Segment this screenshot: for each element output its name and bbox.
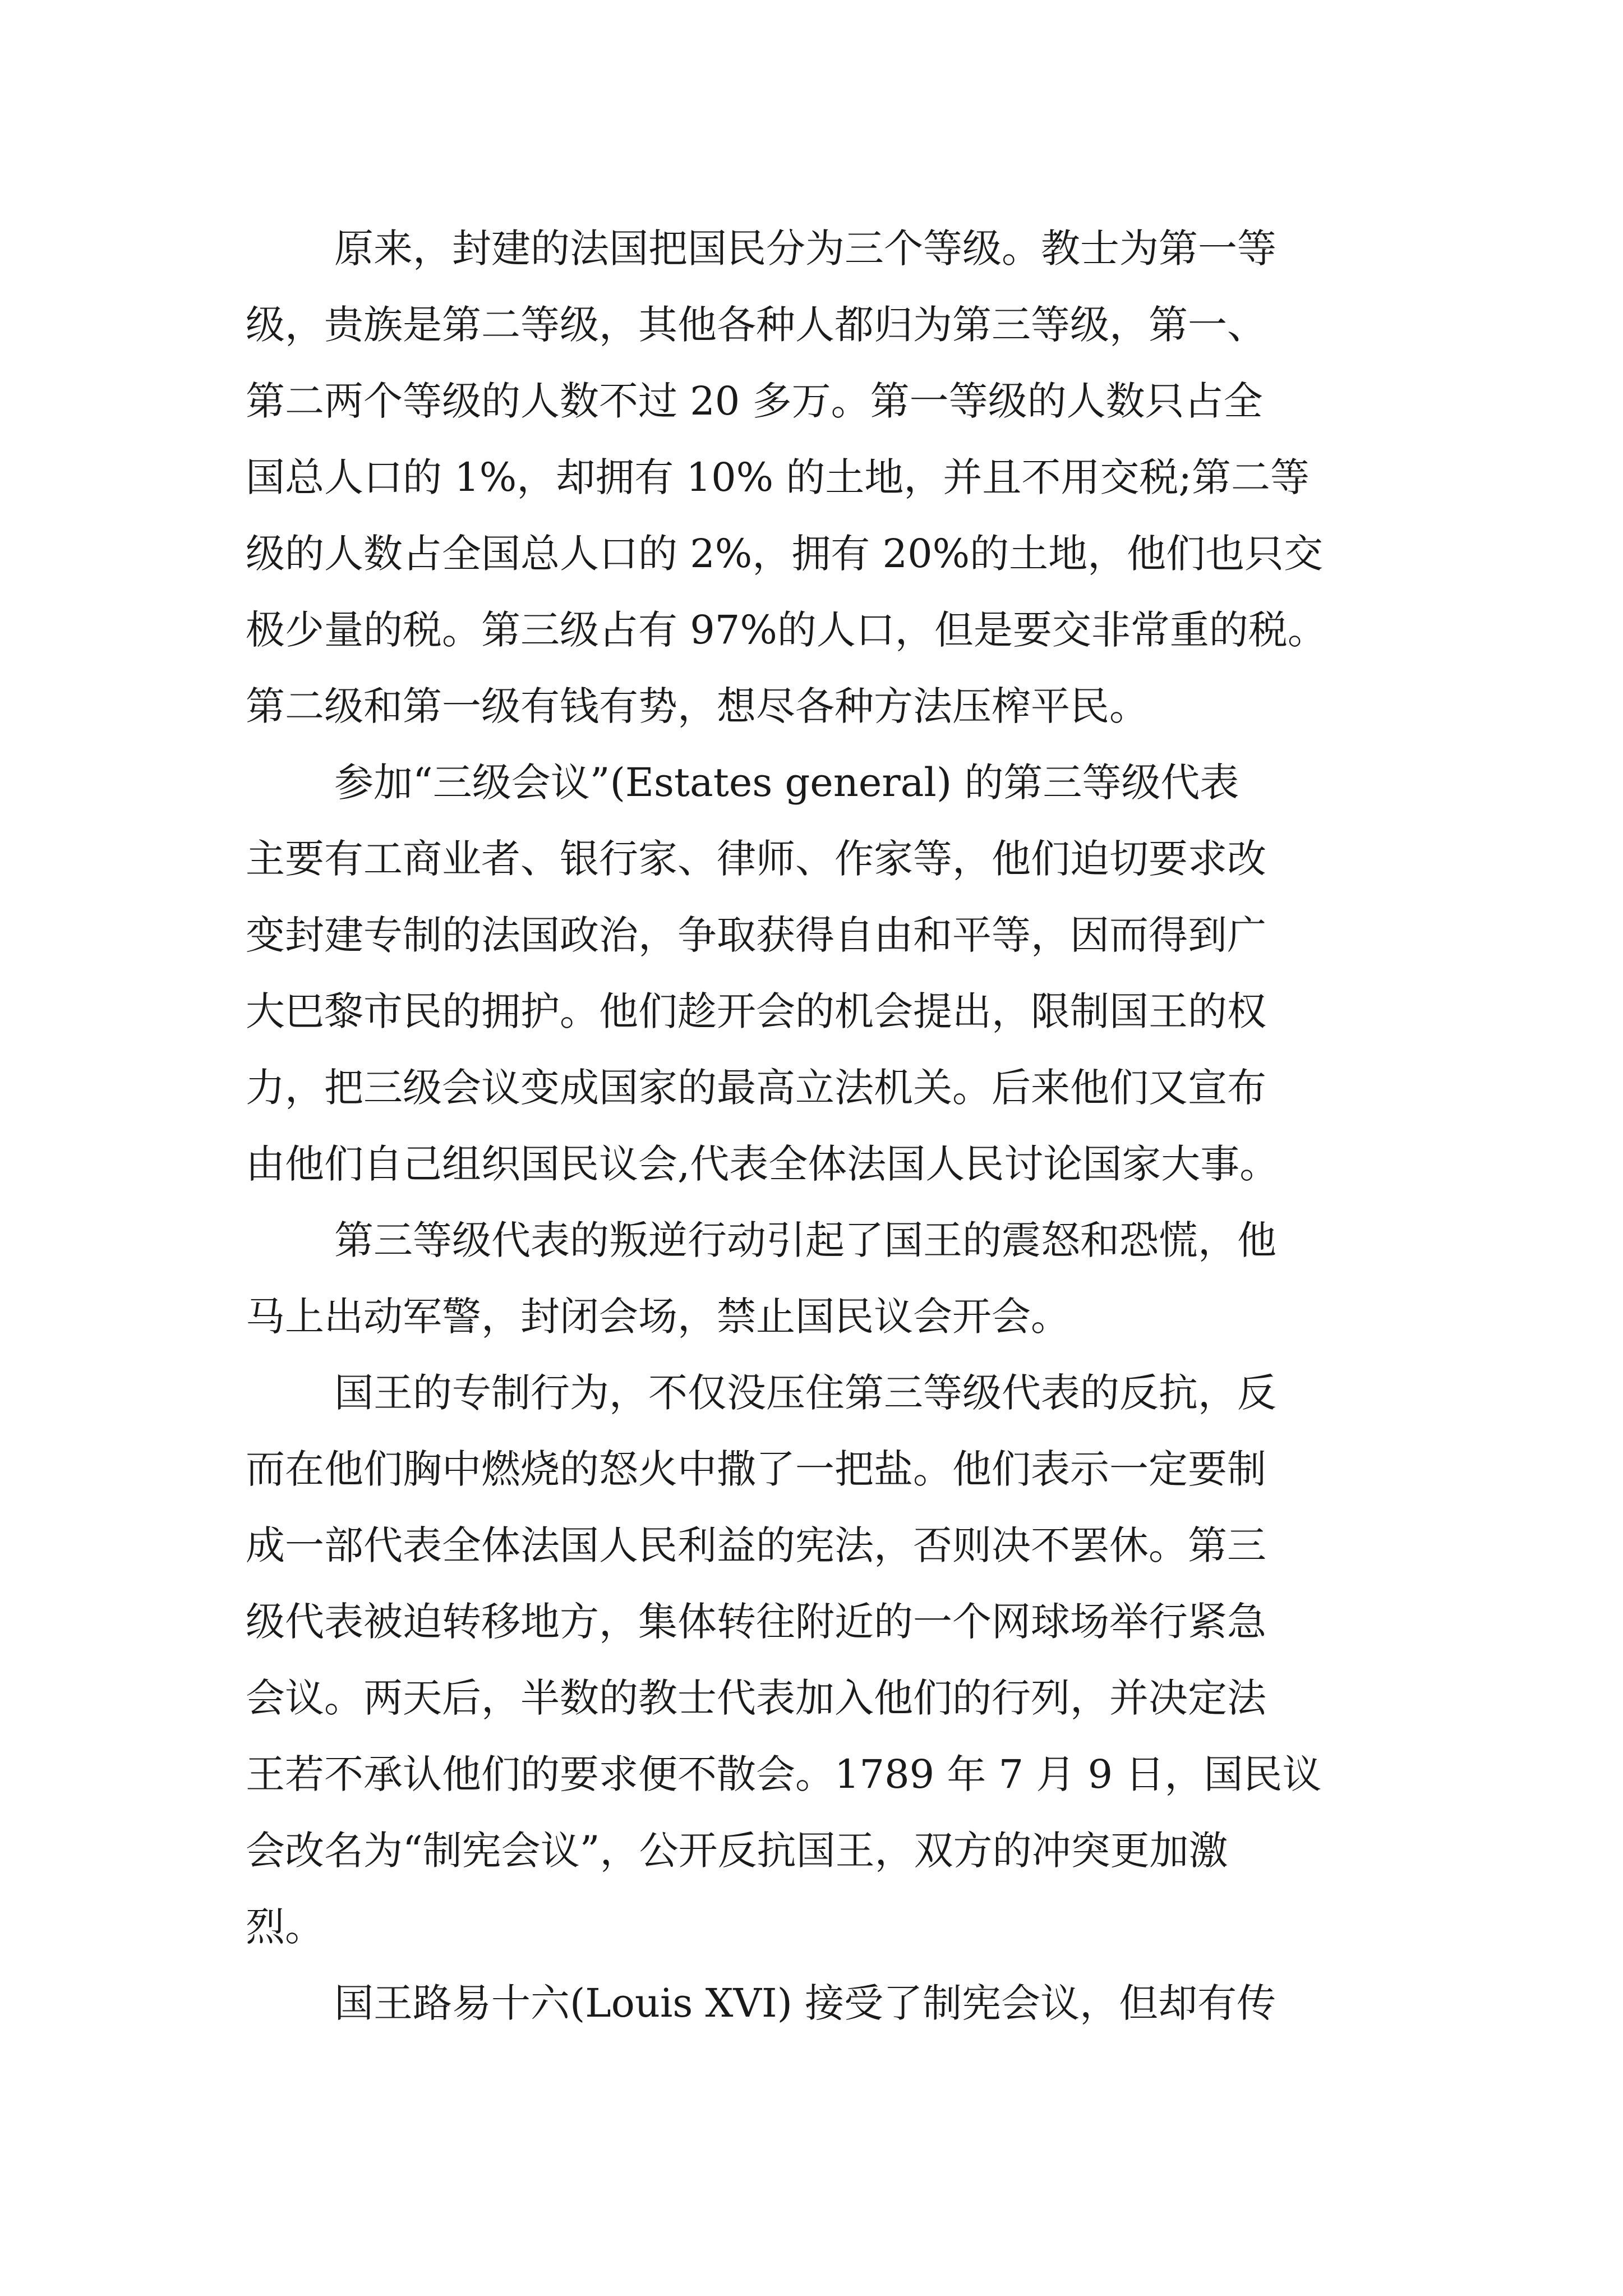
paragraph-4 [246, 1355, 1395, 1965]
paragraph-line: 大巴黎市民的拥护。他们趁开会的机会提出，限制国王的权 [246, 988, 1266, 1034]
paragraph-line: 会改名为“制宪会议”，公开反抗国王，双方的冲突更加激 [246, 1828, 1228, 1874]
paragraph-line: 级代表被迫转移地方，集体转往附近的一个网球场举行紧急 [246, 1599, 1266, 1645]
document-body [246, 210, 1395, 2041]
paragraph-line: 国王路易十六(Louis XVI) 接受了制宪会议，但却有传 [334, 1980, 1276, 2026]
paragraph-line: 成一部代表全体法国人民利益的宪法，否则决不罢休。第三 [246, 1522, 1266, 1568]
paragraph-line: 第三等级代表的叛逆行动引起了国王的震怒和恐慌，他 [334, 1217, 1276, 1263]
paragraph-line: 原来，封建的法国把国民分为三个等级。教士为第一等 [334, 226, 1276, 272]
paragraph-line: 第二级和第一级有钱有势，想尽各种方法压榨平民。 [246, 683, 1149, 729]
paragraph-line: 马上出动军警，封闭会场，禁止国民议会开会。 [246, 1294, 1070, 1340]
paragraph-1 [246, 210, 1395, 744]
paragraph-3 [246, 1202, 1395, 1355]
paragraph-line: 级的人数占全国总人口的 2%，拥有 20%的土地，他们也只交 [246, 531, 1324, 577]
paragraph-2 [246, 744, 1395, 1202]
paragraph-line: 参加“三级会议”(Estates general) 的第三等级代表 [334, 760, 1239, 806]
paragraph-line: 力，把三级会议变成国家的最高立法机关。后来他们又宣布 [246, 1065, 1266, 1111]
paragraph-line: 会议。两天后，半数的教士代表加入他们的行列，并决定法 [246, 1675, 1266, 1721]
paragraph-5 [246, 1965, 1395, 2041]
paragraph-line: 而在他们胸中燃烧的怒火中撒了一把盐。他们表示一定要制 [246, 1446, 1266, 1492]
paragraph-line: 主要有工商业者、银行家、律师、作家等，他们迫切要求改 [246, 836, 1266, 882]
paragraph-line: 由他们自己组织国民议会,代表全体法国人民讨论国家大事。 [246, 1141, 1279, 1187]
paragraph-line: 第二两个等级的人数不过 20 多万。第一等级的人数只占全 [246, 378, 1263, 424]
paragraph-line: 极少量的税。第三级占有 97%的人口，但是要交非常重的税。 [246, 607, 1327, 653]
paragraph-line: 烈。 [246, 1904, 324, 1950]
paragraph-line: 变封建专制的法国政治，争取获得自由和平等，因而得到广 [246, 912, 1266, 958]
paragraph-line: 王若不承认他们的要求便不散会。1789 年 7 月 9 日，国民议 [246, 1751, 1322, 1797]
paragraph-line: 国总人口的 1%，却拥有 10% 的土地，并且不用交税;第二等 [246, 454, 1310, 500]
paragraph-line: 国王的专制行为，不仅没压住第三等级代表的反抗，反 [334, 1370, 1276, 1416]
paragraph-line: 级，贵族是第二等级，其他各种人都归为第三等级，第一、 [246, 302, 1266, 348]
